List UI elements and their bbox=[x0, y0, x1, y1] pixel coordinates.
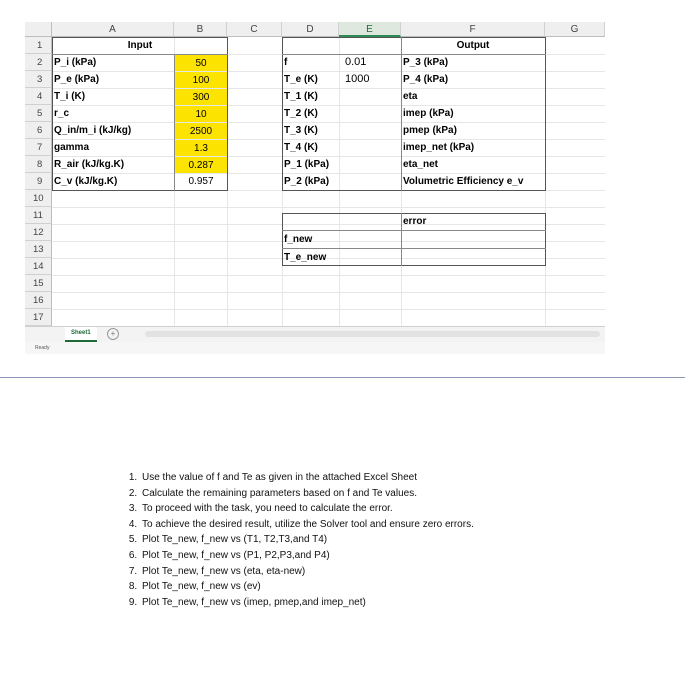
output-label[interactable]: imep_net (kPa) bbox=[403, 142, 475, 153]
task-list bbox=[118, 470, 474, 610]
input-label[interactable]: T_i (K) bbox=[54, 91, 86, 102]
row-header[interactable]: 1 bbox=[25, 37, 52, 54]
output-label[interactable]: eta_net bbox=[403, 159, 439, 170]
row-header[interactable]: 15 bbox=[25, 275, 52, 292]
input-label[interactable]: R_air (kJ/kg.K) bbox=[54, 159, 125, 170]
spreadsheet[interactable] bbox=[25, 22, 605, 354]
input-value[interactable]: 50 bbox=[175, 55, 227, 71]
input-value[interactable]: 1.3 bbox=[175, 140, 227, 156]
output-label[interactable]: P_3 (kPa) bbox=[403, 57, 449, 68]
input-value[interactable]: 10 bbox=[175, 106, 227, 122]
input-value[interactable]: 0.957 bbox=[188, 176, 214, 187]
output-label[interactable]: Volumetric Efficiency e_v bbox=[403, 176, 524, 187]
task-item: 8. Plot Te_new, f_new vs (ev) bbox=[140, 579, 474, 595]
param-label[interactable]: P_1 (kPa) bbox=[284, 159, 330, 170]
param-label[interactable]: f bbox=[284, 57, 288, 68]
sheet-tab-bar bbox=[25, 326, 605, 342]
input-label[interactable]: Q_in/m_i (kJ/kg) bbox=[54, 125, 132, 136]
input-label[interactable]: gamma bbox=[54, 142, 90, 153]
column-header-f[interactable]: F bbox=[401, 22, 545, 37]
output-header[interactable]: Output bbox=[456, 40, 490, 51]
row-header[interactable]: 7 bbox=[25, 139, 52, 156]
column-header-a[interactable]: A bbox=[52, 22, 174, 37]
param-label[interactable]: T_e (K) bbox=[284, 74, 318, 85]
output-label[interactable]: imep (kPa) bbox=[403, 108, 454, 119]
param-label[interactable]: T_4 (K) bbox=[284, 142, 318, 153]
task-item: 7. Plot Te_new, f_new vs (eta, eta-new) bbox=[140, 564, 474, 580]
param-label[interactable]: T_3 (K) bbox=[284, 125, 318, 136]
add-sheet-icon[interactable]: + bbox=[107, 328, 119, 340]
output-label[interactable]: eta bbox=[403, 91, 418, 102]
task-item: 9. Plot Te_new, f_new vs (imep, pmep,and imep_net) bbox=[140, 595, 474, 611]
column-header-d[interactable]: D bbox=[282, 22, 339, 37]
task-item: 2. Calculate the remaining parameters based on f and Te values. bbox=[140, 486, 474, 502]
param-label[interactable]: T_2 (K) bbox=[284, 108, 318, 119]
output-label[interactable]: P_4 (kPa) bbox=[403, 74, 449, 85]
output-label[interactable]: pmep (kPa) bbox=[403, 125, 457, 136]
row-header[interactable]: 17 bbox=[25, 309, 52, 326]
f-value[interactable]: 0.01 bbox=[345, 56, 367, 68]
row-header[interactable]: 16 bbox=[25, 292, 52, 309]
row-header[interactable]: 9 bbox=[25, 173, 52, 190]
row-header[interactable]: 8 bbox=[25, 156, 52, 173]
input-label[interactable]: P_e (kPa) bbox=[54, 74, 100, 85]
task-item: 1. Use the value of f and Te as given in the attached Excel Sheet bbox=[140, 470, 474, 486]
row-header[interactable]: 4 bbox=[25, 88, 52, 105]
param-label[interactable]: T_1 (K) bbox=[284, 91, 318, 102]
task-item: 5. Plot Te_new, f_new vs (T1, T2,T3,and T4) bbox=[140, 532, 474, 548]
task-item: 3. To proceed with the task, you need to calculate the error. bbox=[140, 501, 474, 517]
status-bar: Ready bbox=[25, 342, 605, 354]
error-label[interactable]: error bbox=[403, 216, 427, 227]
row-header[interactable]: 14 bbox=[25, 258, 52, 275]
input-label[interactable]: P_i (kPa) bbox=[54, 57, 97, 68]
column-header-e[interactable]: E bbox=[339, 22, 401, 37]
select-all-corner[interactable] bbox=[25, 22, 52, 37]
horizontal-scrollbar[interactable] bbox=[145, 331, 600, 337]
row-header[interactable]: 5 bbox=[25, 105, 52, 122]
divider bbox=[0, 377, 685, 378]
row-header[interactable]: 12 bbox=[25, 224, 52, 241]
task-item: 6. Plot Te_new, f_new vs (P1, P2,P3,and P4) bbox=[140, 548, 474, 564]
input-header[interactable]: Input bbox=[127, 40, 153, 51]
row-header[interactable]: 6 bbox=[25, 122, 52, 139]
te-value[interactable]: 1000 bbox=[345, 73, 370, 85]
input-label[interactable]: r_c bbox=[54, 108, 70, 119]
row-header[interactable]: 13 bbox=[25, 241, 52, 258]
input-label[interactable]: C_v (kJ/kg.K) bbox=[54, 176, 118, 187]
row-header[interactable]: 10 bbox=[25, 190, 52, 207]
column-header-b[interactable]: B bbox=[174, 22, 227, 37]
row-header[interactable]: 2 bbox=[25, 54, 52, 71]
f-new-label[interactable]: f_new bbox=[284, 234, 313, 245]
input-value[interactable]: 2500 bbox=[175, 123, 227, 139]
column-header-g[interactable]: G bbox=[545, 22, 605, 37]
input-value[interactable]: 100 bbox=[175, 72, 227, 88]
column-header-c[interactable]: C bbox=[227, 22, 282, 37]
input-value[interactable]: 300 bbox=[175, 89, 227, 105]
row-header[interactable]: 3 bbox=[25, 71, 52, 88]
input-value[interactable]: 0.287 bbox=[175, 157, 227, 173]
param-label[interactable]: P_2 (kPa) bbox=[284, 176, 330, 187]
row-header[interactable]: 11 bbox=[25, 207, 52, 224]
task-item: 4. To achieve the desired result, utilize the Solver tool and ensure zero errors. bbox=[140, 517, 474, 533]
te-new-label[interactable]: T_e_new bbox=[284, 252, 327, 263]
sheet-tab[interactable]: Sheet1 bbox=[65, 327, 97, 342]
